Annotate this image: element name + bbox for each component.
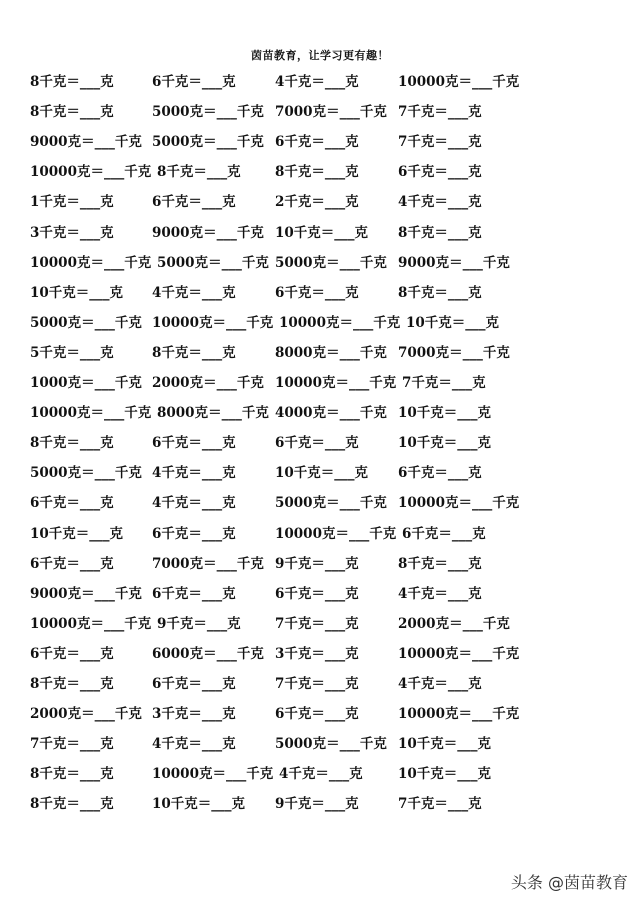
conversion-exercise: 6千克＝___克 [152,585,236,602]
conversion-exercise: 9千克＝___克 [275,796,359,813]
conversion-exercise: 6千克＝___克 [275,435,359,452]
watermark: 头条 @茵苗教育 [510,873,628,892]
exercise-row [0,132,640,152]
conversion-exercise: 2000克＝___千克 [152,375,264,391]
exercise-row [0,794,640,814]
conversion-exercise: 4千克＝___克 [152,284,236,301]
conversion-exercise: 6千克＝___克 [398,465,482,482]
conversion-exercise: 8千克＝___克 [30,74,114,90]
conversion-exercise: 9000克＝___千克 [398,254,510,271]
conversion-exercise: 10000克＝___千克 [279,314,401,331]
conversion-exercise: 9千克＝___克 [157,615,241,632]
conversion-exercise: 6千克＝___克 [30,555,114,572]
conversion-exercise: 8千克＝___克 [398,555,482,572]
conversion-exercise: 10千克＝___克 [275,465,369,482]
exercise-row [0,313,640,333]
conversion-exercise: 8千克＝___克 [152,344,236,361]
conversion-exercise: 10000克＝___千克 [275,525,397,542]
conversion-exercise: 10000克＝___千克 [30,615,152,632]
conversion-exercise: 5千克＝___克 [30,344,114,361]
conversion-exercise: 3千克＝___克 [152,706,236,723]
exercise-row [0,584,640,604]
conversion-exercise: 9000克＝___千克 [152,224,264,241]
conversion-exercise: 6千克＝___克 [398,164,482,181]
conversion-exercise: 7000克＝___千克 [152,555,264,572]
conversion-exercise: 6千克＝___克 [152,194,236,211]
conversion-exercise: 2千克＝___克 [275,194,359,211]
exercise-row [0,283,640,303]
exercise-row [0,524,640,544]
conversion-exercise: 8千克＝___克 [275,164,359,181]
conversion-exercise: 5000克＝___千克 [152,134,264,151]
conversion-exercise: 1千克＝___克 [30,194,114,211]
conversion-exercise: 7千克＝___克 [402,375,486,391]
conversion-exercise: 10千克＝___克 [398,766,492,783]
conversion-exercise: 4千克＝___克 [279,766,363,783]
conversion-exercise: 7千克＝___克 [30,736,114,753]
exercise-row [0,493,640,513]
exercise-row [0,674,640,694]
conversion-exercise: 4千克＝___克 [275,74,359,90]
exercise-row [0,433,640,453]
conversion-exercise: 10千克＝___克 [398,405,492,422]
conversion-exercise: 6千克＝___克 [152,74,236,90]
conversion-exercise: 3千克＝___克 [30,224,114,241]
conversion-exercise: 6千克＝___克 [275,585,359,602]
conversion-exercise: 8千克＝___克 [30,766,114,783]
conversion-exercise: 10000克＝___千克 [275,375,397,391]
exercise-row [0,343,640,363]
conversion-exercise: 8千克＝___克 [30,796,114,813]
worksheet-header: 茵苗教育，让学习更有趣！ [251,49,389,62]
conversion-exercise: 5000克＝___千克 [157,254,269,271]
conversion-exercise: 5000克＝___千克 [30,465,142,482]
conversion-exercise: 10千克＝___克 [152,796,246,813]
conversion-exercise: 10千克＝___克 [406,314,500,331]
conversion-exercise: 3千克＝___克 [275,645,359,662]
conversion-exercise: 7千克＝___克 [398,796,482,813]
conversion-exercise: 5000克＝___千克 [275,736,387,753]
exercise-row [0,614,640,634]
conversion-exercise: 4千克＝___克 [152,736,236,753]
conversion-exercise: 8千克＝___克 [30,676,114,692]
conversion-exercise: 6千克＝___克 [152,676,236,692]
conversion-exercise: 8000克＝___千克 [275,344,387,361]
exercise-row [0,223,640,243]
conversion-exercise: 9000克＝___千克 [30,134,142,151]
exercise-row [0,704,640,724]
conversion-exercise: 4千克＝___克 [398,585,482,602]
exercise-row [0,734,640,754]
conversion-exercise: 4千克＝___克 [398,194,482,211]
conversion-exercise: 2000克＝___千克 [30,706,142,723]
conversion-exercise: 10000克＝___千克 [30,405,152,422]
conversion-exercise: 10千克＝___克 [30,284,124,301]
exercise-row [0,253,640,273]
conversion-exercise: 4千克＝___克 [152,495,236,512]
conversion-exercise: 8千克＝___克 [398,284,482,301]
conversion-exercise: 2000克＝___千克 [398,615,510,632]
exercise-row [0,373,640,393]
conversion-exercise: 10千克＝___克 [398,435,492,452]
conversion-exercise: 7千克＝___克 [398,104,482,121]
conversion-exercise: 10000克＝___千克 [398,495,520,512]
conversion-exercise: 6000克＝___千克 [152,645,264,662]
exercise-row [0,463,640,483]
exercise-row [0,192,640,212]
conversion-exercise: 5000克＝___千克 [275,495,387,512]
conversion-exercise: 10000克＝___千克 [398,645,520,662]
conversion-exercise: 6千克＝___克 [30,495,114,512]
conversion-exercise: 1000克＝___千克 [30,375,142,391]
conversion-exercise: 5000克＝___千克 [152,104,264,121]
conversion-exercise: 10000克＝___千克 [398,706,520,723]
conversion-exercise: 6千克＝___克 [275,134,359,151]
exercise-row [0,764,640,784]
conversion-exercise: 6千克＝___克 [30,645,114,662]
conversion-exercise: 8000克＝___千克 [157,405,269,422]
conversion-exercise: 7000克＝___千克 [275,104,387,121]
conversion-exercise: 10千克＝___克 [398,736,492,753]
exercise-row [0,554,640,574]
conversion-exercise: 6千克＝___克 [275,706,359,723]
conversion-exercise: 10千克＝___克 [30,525,124,542]
conversion-exercise: 4000克＝___千克 [275,405,387,422]
conversion-exercise: 7千克＝___克 [275,676,359,692]
conversion-exercise: 7千克＝___克 [275,615,359,632]
conversion-exercise: 10000克＝___千克 [398,74,520,90]
conversion-exercise: 6千克＝___克 [152,435,236,452]
exercise-row [0,102,640,122]
conversion-exercise: 8千克＝___克 [30,435,114,452]
conversion-exercise: 10千克＝___克 [275,224,369,241]
exercise-row [0,72,640,92]
conversion-exercise: 6千克＝___克 [402,525,486,542]
conversion-exercise: 6千克＝___克 [275,284,359,301]
conversion-exercise: 5000克＝___千克 [275,254,387,271]
conversion-exercise: 7000克＝___千克 [398,344,510,361]
conversion-exercise: 10000克＝___千克 [152,766,274,783]
conversion-exercise: 10000克＝___千克 [30,164,152,181]
conversion-exercise: 4千克＝___克 [398,676,482,692]
conversion-exercise: 8千克＝___克 [157,164,241,181]
conversion-exercise: 6千克＝___克 [152,525,236,542]
conversion-exercise: 10000克＝___千克 [30,254,152,271]
conversion-exercise: 4千克＝___克 [152,465,236,482]
conversion-exercise: 9千克＝___克 [275,555,359,572]
exercise-row [0,644,640,664]
exercise-row [0,403,640,423]
conversion-exercise: 5000克＝___千克 [30,314,142,331]
conversion-exercise: 8千克＝___克 [398,224,482,241]
conversion-exercise: 8千克＝___克 [30,104,114,121]
conversion-exercise: 9000克＝___千克 [30,585,142,602]
conversion-exercise: 10000克＝___千克 [152,314,274,331]
exercise-row [0,162,640,182]
conversion-exercise: 7千克＝___克 [398,134,482,151]
